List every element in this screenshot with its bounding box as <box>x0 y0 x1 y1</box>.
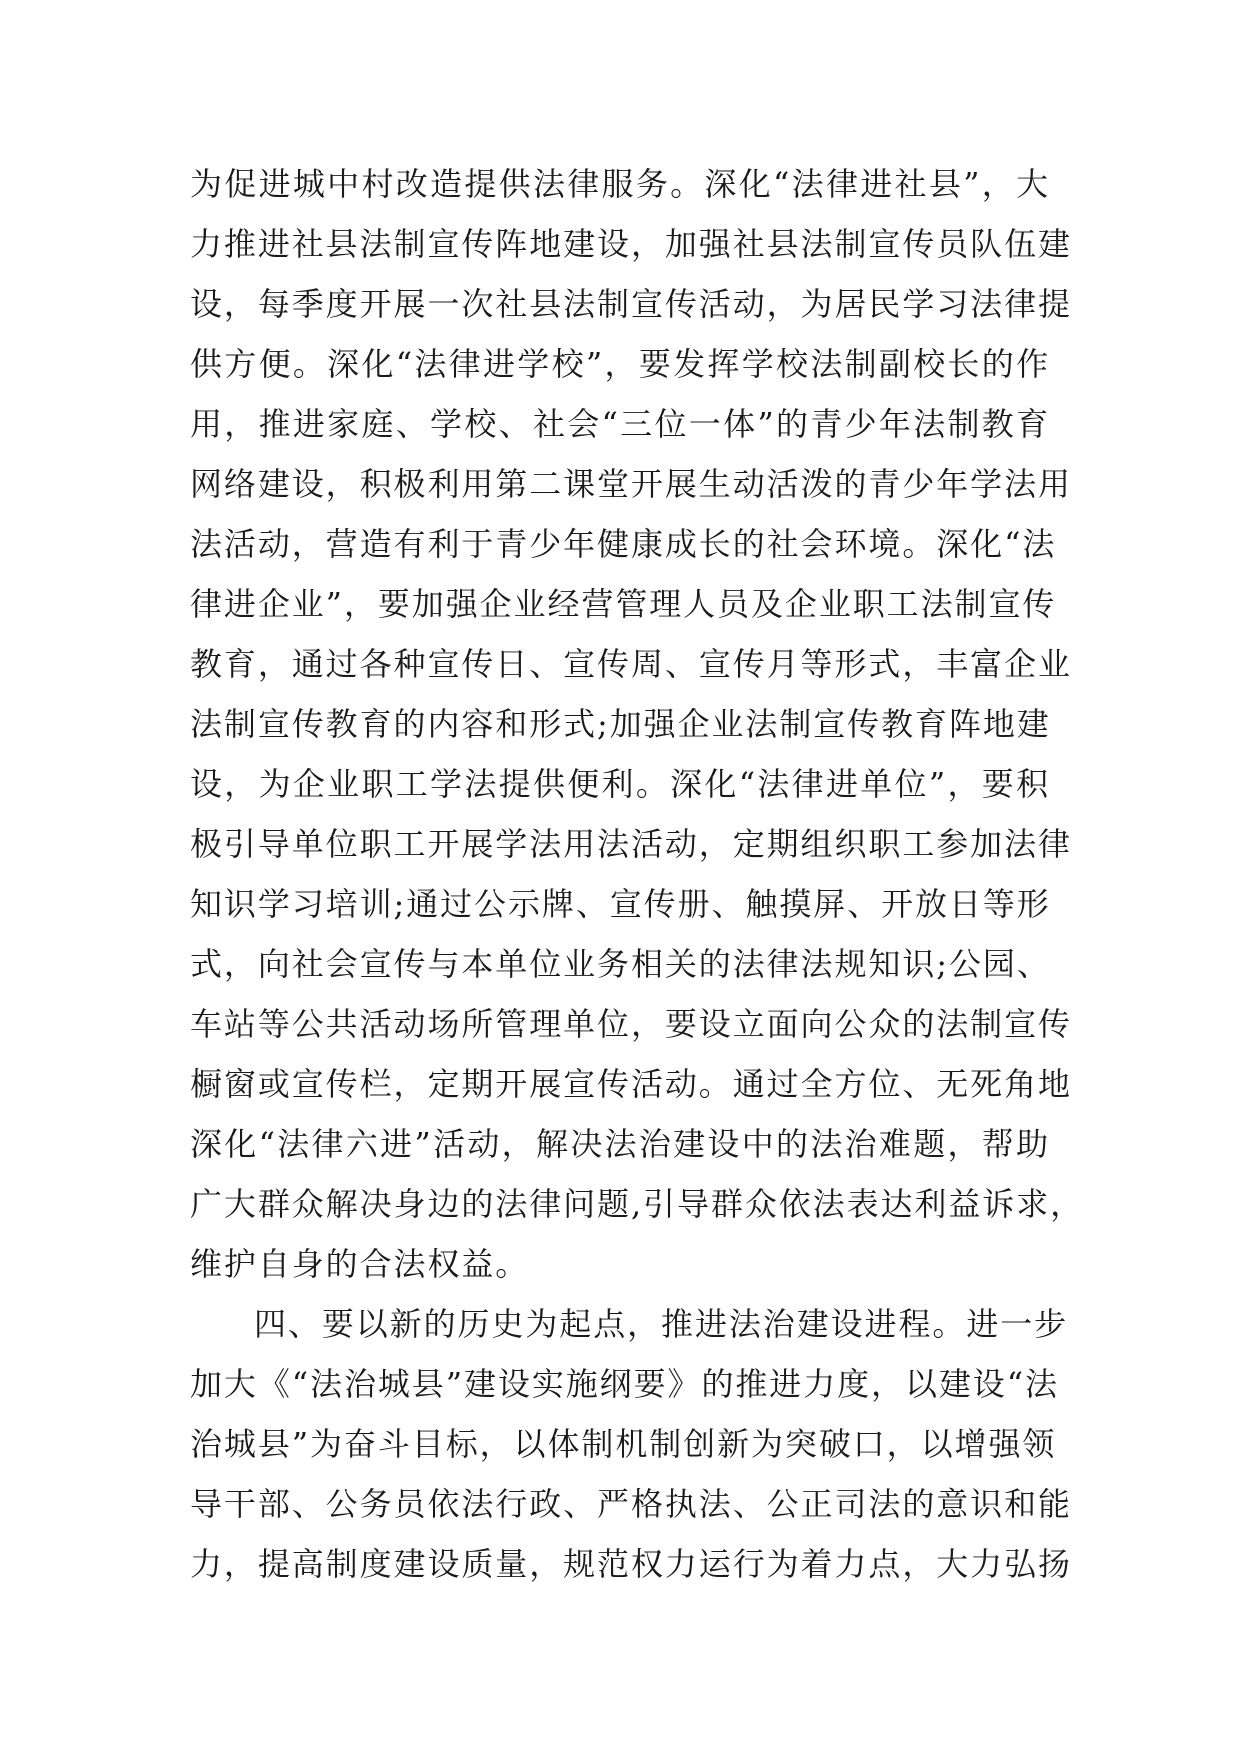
body-text <box>190 154 1085 1594</box>
text-line: 车站等公共活动场所管理单位，要设立面向公众的法制宣传 <box>190 1005 1072 1043</box>
text-line: 知识学习培训;通过公示牌、宣传册、触摸屏、开放日等形 <box>190 885 1051 923</box>
text-line: 法活动，营造有利于青少年健康成长的社会环境。深化“法 <box>190 525 1057 563</box>
text-line: 为促进城中村改造提供法律服务。深化“法律进社县”，大 <box>190 165 1050 203</box>
text-line: 法制宣传教育的内容和形式;加强企业法制宣传教育阵地建 <box>190 705 1051 743</box>
text-line: 维护自身的合法权益。 <box>190 1245 530 1283</box>
text-line: 设，为企业职工学法提供便利。深化“法律进单位”，要积 <box>190 765 1050 803</box>
paragraph-first-line: 四、要以新的历史为起点，推进法治建设进程。进一步 <box>254 1305 1069 1343</box>
text-line: 用，推进家庭、学校、社会“三位一体”的青少年法制教育 <box>190 405 1050 443</box>
text-line: 供方便。深化“法律进学校”，要发挥学校法制副校长的作 <box>190 345 1050 383</box>
text-line: 教育，通过各种宣传日、宣传周、宣传月等形式，丰富企业 <box>190 645 1072 683</box>
text-line: 治城县”为奋斗目标，以体制机制创新为突破口，以增强领 <box>190 1425 1057 1463</box>
text-line: 深化“法律六进”活动，解决法治建设中的法治难题，帮助 <box>190 1125 1050 1163</box>
text-line: 广大群众解决身边的法律问题,引导群众依法表达利益诉求， <box>190 1185 1085 1223</box>
text-line: 导干部、公务员依法行政、严格执法、公正司法的意识和能 <box>190 1485 1072 1523</box>
text-line: 极引导单位职工开展学法用法活动，定期组织职工参加法律 <box>190 825 1072 863</box>
text-line: 橱窗或宣传栏，定期开展宣传活动。通过全方位、无死角地 <box>190 1065 1072 1103</box>
text-line: 式，向社会宣传与本单位业务相关的法律法规知识;公园、 <box>190 945 1051 983</box>
text-line: 力，提高制度建设质量，规范权力运行为着力点，大力弘扬 <box>190 1545 1072 1583</box>
text-line: 力推进社县法制宣传阵地建设，加强社县法制宣传员队伍建 <box>190 225 1072 263</box>
text-line: 网络建设，积极利用第二课堂开展生动活泼的青少年学法用 <box>190 465 1072 503</box>
text-line: 律进企业”，要加强企业经营管理人员及企业职工法制宣传 <box>190 585 1057 623</box>
text-line: 设，每季度开展一次社县法制宣传活动，为居民学习法律提 <box>190 285 1072 323</box>
text-line: 加大《“法治城县”建设实施纲要》的推进力度，以建设“法 <box>190 1365 1059 1403</box>
